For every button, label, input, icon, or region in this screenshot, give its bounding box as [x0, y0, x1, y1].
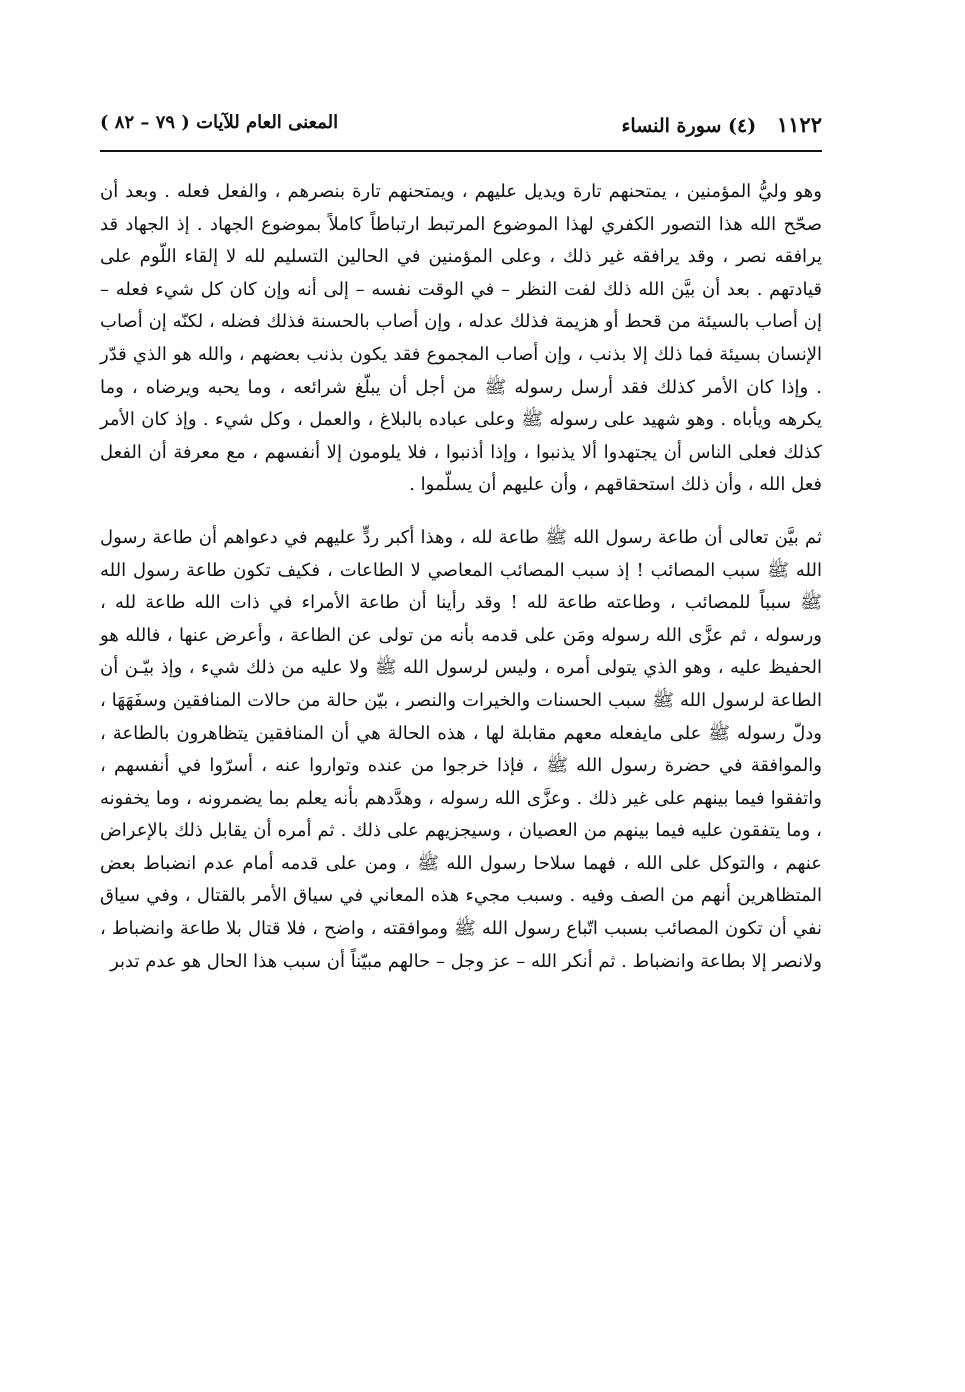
page-number: ١١٢٢ [776, 112, 822, 137]
page-header [100, 112, 822, 146]
paragraph: ثم بيَّن تعالى أن طاعة رسول الله ﷺ طاعة لله ، وهذا أكبر ردٍّ عليهم في دعواهم أن طاعة رسول الله ﷺ سبب المصائب ! إذ سبب المصائب المعاصي لا الطاعات ، فكيف تكون طاعة رسول الله ﷺ سبباً للمصائب ، وطاعته طاعة لله ! وقد رأينا أن طاعة الأمراء في ذات الله طاعة لله ، ورسوله ، ثم عزَّى الله رسوله ومَن على قدمه بأنه من تولى عن الطاعة ، وأعرض عنها ، فالله هو الحفيظ عليه ، وهو الذي يتولى أمره ، وليس لرسول الله ﷺ ولا عليه من ذلك شيء ، وإذ بيّـن أن الطاعة لرسول الله ﷺ سبب الحسنات والخيرات والنصر ، بيّن حالة من حالات المنافقين وسفَهَهَا ، ودلّ رسوله ﷺ على مايفعله معهم مقابلة لها ، هذه الحالة هي أن المنافقين يتظاهرون بالطاعة ، والموافقة في حضرة رسول الله ﷺ ، فإذا خرجوا من عنده وتواروا عنه ، أسرّوا في أنفسهم ، واتفقوا فيما بينهم على غير ذلك . وعزَّى الله رسوله ، وهدَّدهم بأنه يعلم بما يضمرونه ، وما يخفونه ، وما يتفقون عليه فيما بينهم من العصيان ، وسيجزيهم على ذلك . ثم أمره أن يقابل ذلك بالإعراض عنهم ، والتوكل على الله ، فهما سلاحا رسول الله ﷺ ، ومن على قدمه أمام عدم انضباط بعض المتظاهرين أنهم من الصف وفيه . وسبب مجيء هذه المعاني في سياق الأمر بالقتال ، وفي سياق نفي أن تكون المصائب بسبب اتّباع رسول الله ﷺ وموافقته ، واضح ، فلا قتال بلا طاعة وانضباط ، ولانصر إلا بطاعة وانضباط . ثم أنكر الله – عز وجل – حالهم مبيّناً أن سبب هذا الحال هو عدم تدبر [100, 526, 822, 972]
page-body [100, 176, 822, 978]
surah-title: (٤) سورة النساء [621, 115, 757, 137]
running-head-right [621, 112, 822, 137]
paragraph: وهو وليُّ المؤمنين ، يمتحنهم تارة ويديل عليهم ، ويمتحنهم تارة بنصرهم ، والفعل فعله . وبعد أن صحّح الله هذا التصور الكفري لهذا الموضوع المرتبط ارتباطاً كاملاً بموضوع الجهاد . إذ الجهاد قد يرافقه نصر ، وقد يرافقه غير ذلك ، وعلى المؤمنين في الحالين التسليم لله لا إلقاء اللّوم على قيادتهم . بعد أن بيَّن الله ذلك لفت النظر – في الوقت نفسه – إلى أنه وإن كان كل شيء فعله – إن أصاب بالسيئة من قحط أو هزيمة فذلك عدله ، وإن أصاب بالحسنة فذلك فضله ، لكنّه إن أصاب الإنسان بسيئة فما ذلك إلا بذنب ، وإن أصاب المجموع فقد يكون بذنب بعضهم ، والله هو الذي قدّر . وإذا كان الأمر كذلك فقد أرسل رسوله ﷺ من أجل أن يبلّغ شرائعه ، وما يحبه ويرضاه ، وما يكرهه ويأباه . وهو شهيد على رسوله ﷺ وعلى عباده بالبلاغ ، والعمل ، وكل شيء . وإذ كان الأمر كذلك فعلى الناس أن يجتهدوا ألا يذنبوا ، وإذا أذنبوا ، فلا يلومون إلا أنفسهم ، مع معرفة أن الفعل فعل الله ، وأن ذلك استحقاقهم ، وأن عليهم أن يسلّموا . [100, 181, 822, 496]
section-title: المعنى العام للآيات ( ٧٩ – ٨٢ ) [100, 112, 339, 133]
header-divider [100, 150, 822, 152]
